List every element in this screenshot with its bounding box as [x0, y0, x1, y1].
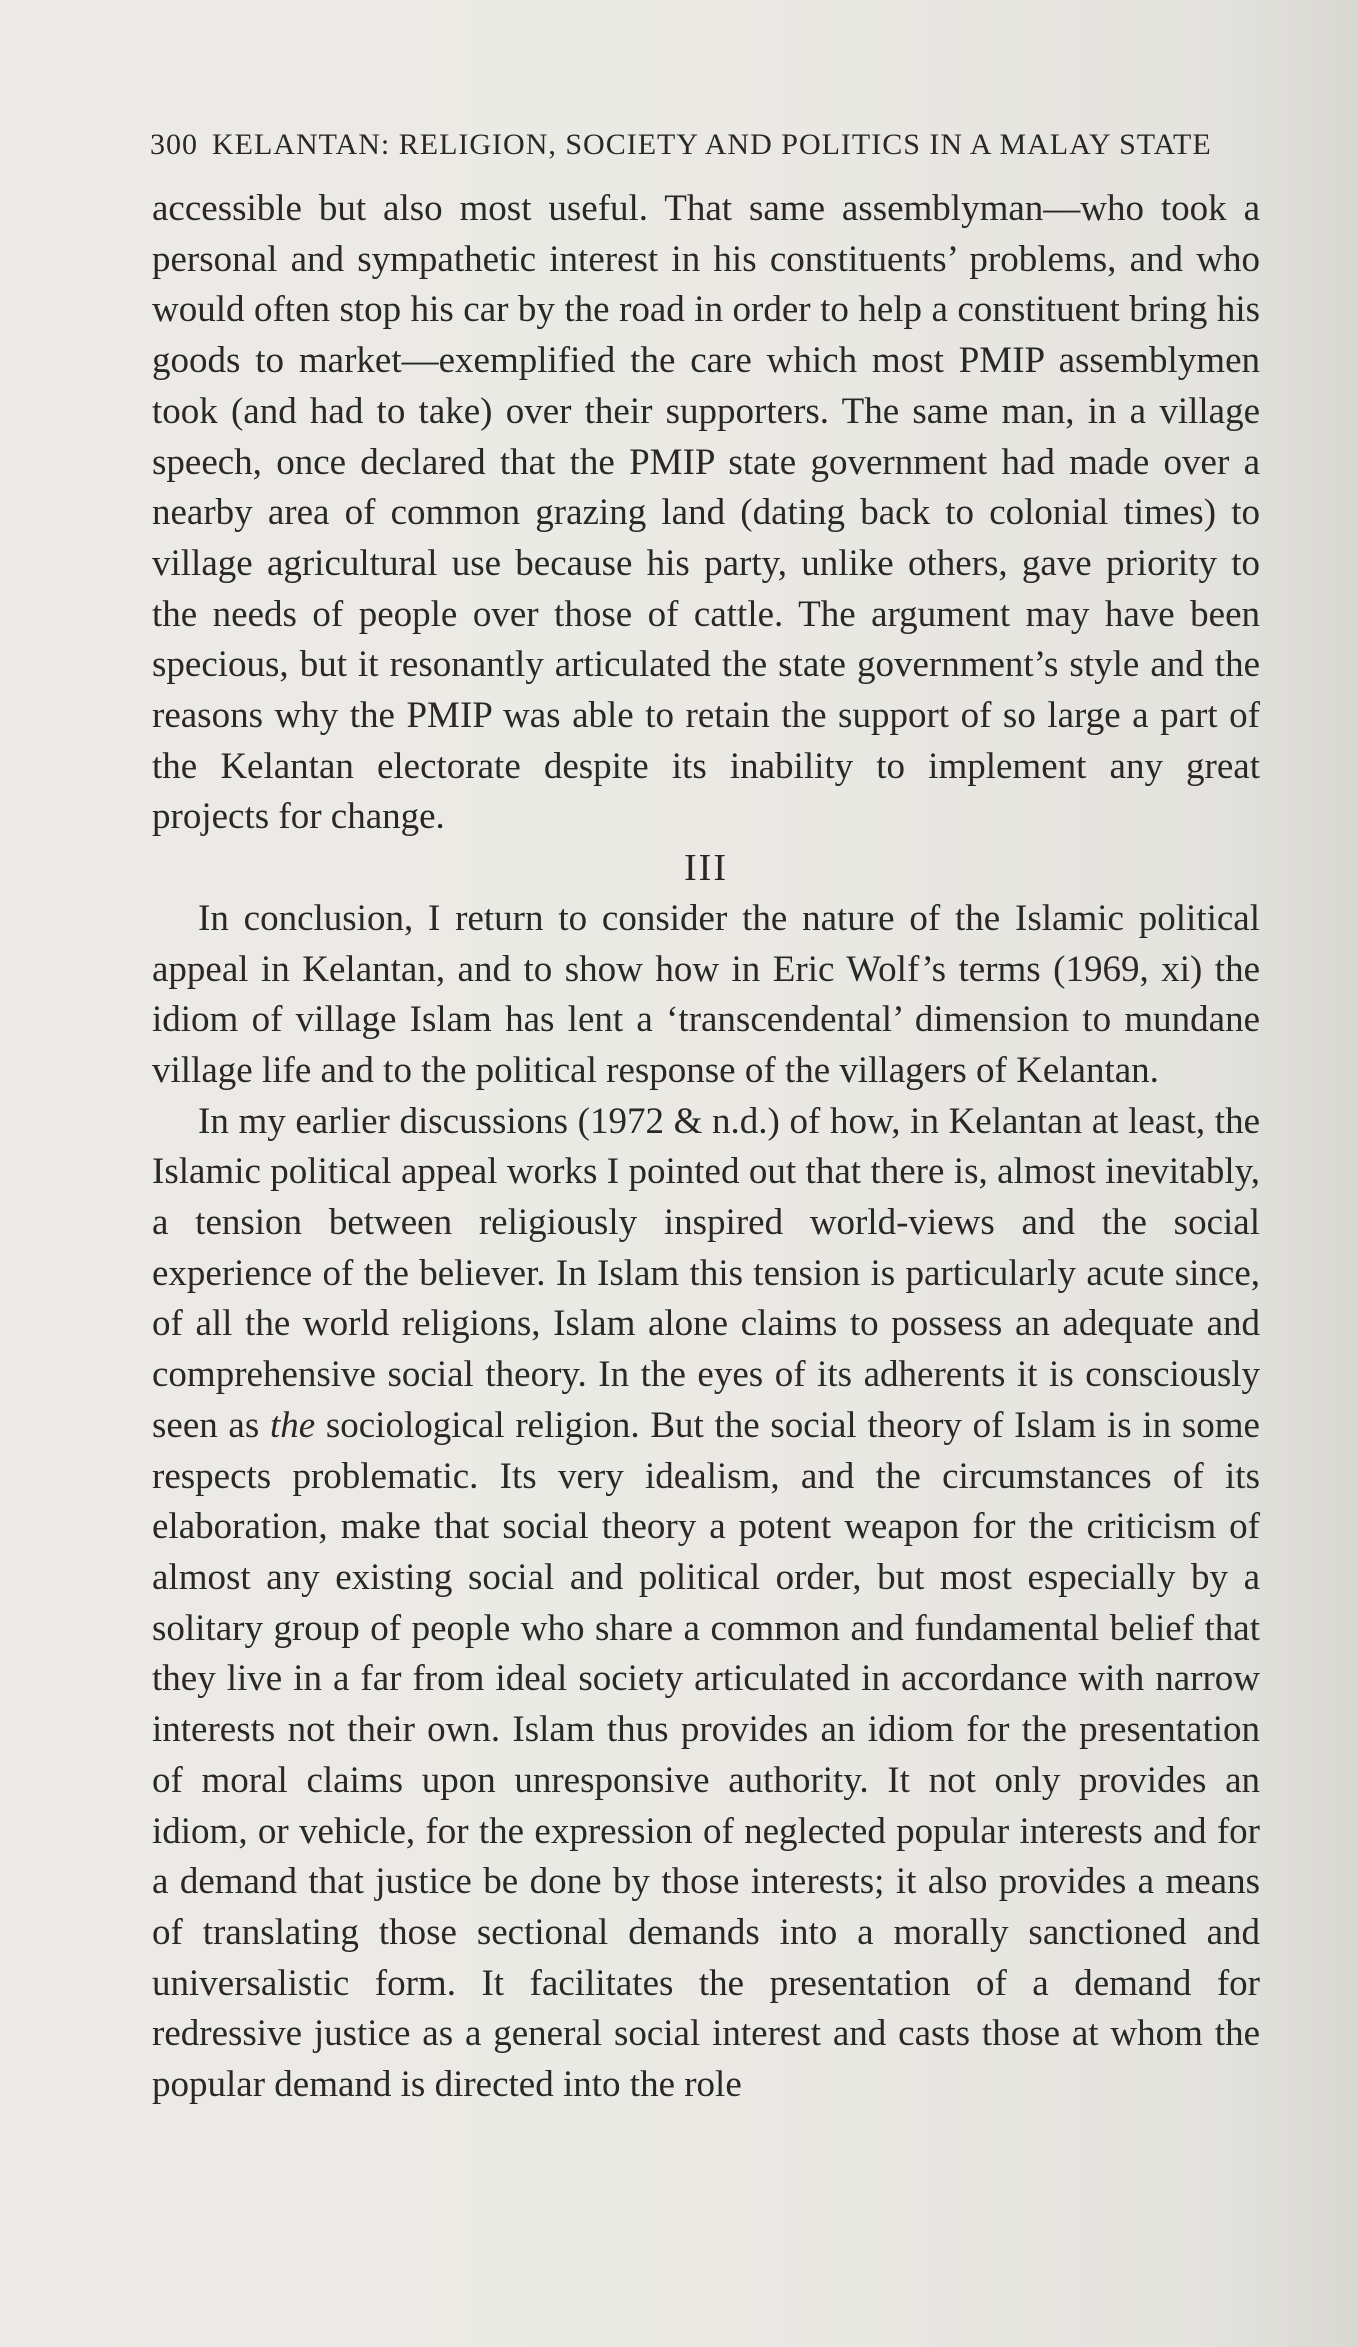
running-title: KELANTAN: RELIGION, SOCIETY AND POLITICS IN A MALAY STATE [212, 128, 1212, 161]
body-text [152, 184, 1260, 2111]
section-heading: III [684, 847, 728, 890]
italic-emphasis: the [269, 1404, 316, 1446]
running-header [150, 128, 1270, 162]
paragraph-text-part: sociological religion. But the social theory of Islam is in some respects problematic. Its very idealism, and the circumstances of its elaboration, make that social theory a potent weapon for the criticism of almost any existing social and political order, but most especially by a solitary group of people who share a common and fundamental belief that they live in a far from ideal society articulated in accordance with narrow interests not their own. Islam thus provides an idiom for the presentation of moral claims upon unresponsive authority. It not only provides an idiom, or vehicle, for the expression of neglected popular interests and for a demand that justice be done by those interests; it also provides a means of translating those sectional demands into a morally sanctioned and universalistic form. It facilitates the presentation of a demand for redressive justice as a general social interest and casts those at whom the popular demand is directed into the role [152, 1404, 1260, 2106]
page-number: 300 [150, 128, 198, 161]
paragraph-continuation: accessible but also most useful. That same assemblyman—who took a personal and sympathetic interest in his constituents’ problems, and who would often stop his car by the road in order to help a constituent bring his goods to market—exemplified the care which most PMIP assemblymen took (and had to take) over their supporters. The same man, in a village speech, once declared that the PMIP state government had made over a nearby area of common grazing land (dating back to colonial times) to village agricultural use because his party, unlike others, gave priority to the needs of people over those of cattle. The argument may have been specious, but it resonantly articulated the state government’s style and the reasons why the PMIP was able to retain the support of so large a part of the Kelantan electorate despite its inability to implement any great projects for change. [152, 188, 1260, 838]
paragraph-conclusion: In conclusion, I return to consider the nature of the Islamic political appeal in Kelantan, and to show how in Eric Wolf’s terms (1969, xi) the idiom of village Islam has lent a ‘transcendental’ dimension to mundane village life and to the political response of the villagers of Kelantan. [152, 897, 1260, 1091]
paragraph-text-part: In my earlier discussions (1972 & n.d.) of how, in Kelantan at least, the Islamic political appeal works I pointed out that there is, almost inevitably, a tension between religiously inspired world-views and the social experience of the believer. In Islam this tension is particularly acute since, of all the world religions, Islam alone claims to possess an adequate and comprehensive social theory. In the eyes of its adherents it is consciously seen as [152, 1100, 1260, 1446]
paragraph-discussion [152, 1097, 1260, 2111]
